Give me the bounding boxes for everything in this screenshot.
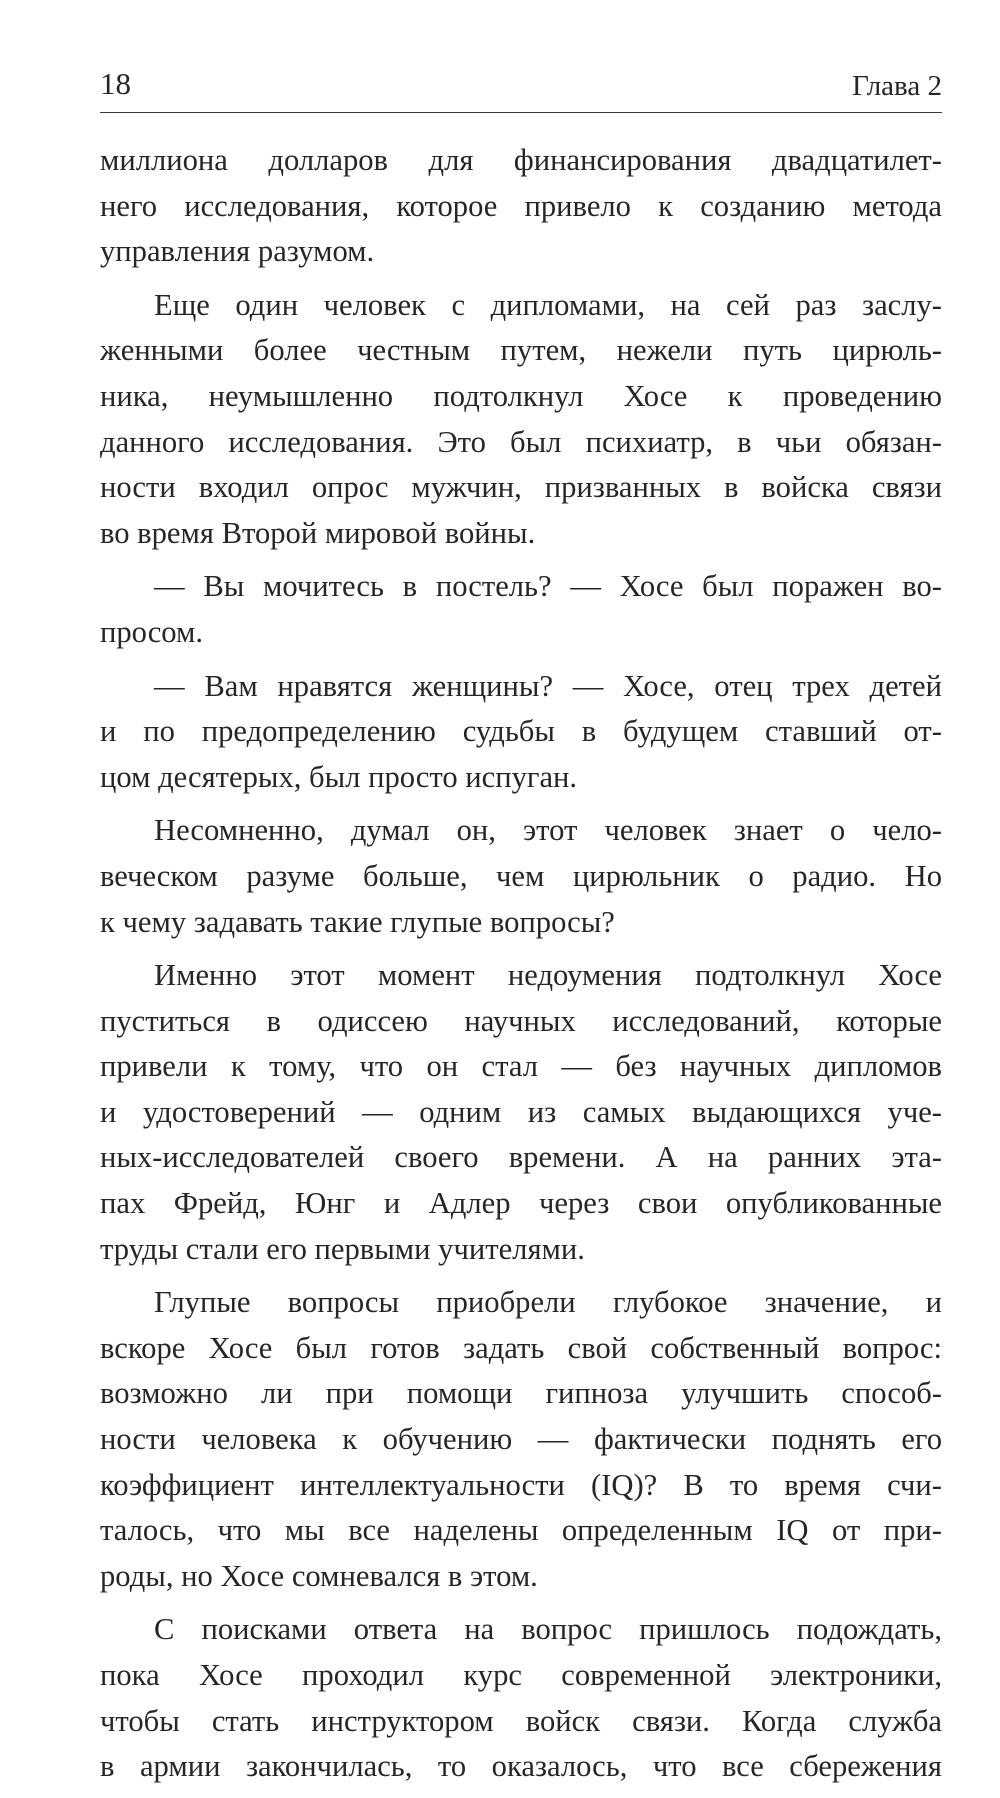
text-line: возможно ли при помощи гипноза улучшить способ-: [100, 1376, 942, 1411]
text-line: вскоре Хосе был готов задать свой собственный вопрос:: [100, 1330, 942, 1365]
text-line: в армии закончилась, то оказалось, что все сбережения: [100, 1749, 942, 1784]
text-line: коэффициент интеллектуальности (IQ)? В то время счи-: [100, 1467, 942, 1502]
running-head: [100, 60, 942, 113]
text-line: цом десятерых, был просто испуган.: [100, 759, 578, 794]
text-line: и удостоверений — одним из самых выдающихся уче-: [100, 1094, 942, 1129]
text-line: чтобы стать инструктором войск связи. Когда служба: [100, 1703, 942, 1738]
text-line: пах Фрейд, Юнг и Адлер через свои опубликованные: [100, 1186, 942, 1221]
text-line: труды стали его первыми учителями.: [100, 1231, 585, 1266]
text-line: — Вам нравятся женщины? — Хосе, отец трех детей: [154, 668, 942, 703]
text-line: С поисками ответа на вопрос пришлось подождать,: [154, 1612, 942, 1647]
text-line: данного исследования. Это был психиатр, в чьи обязан-: [100, 424, 942, 459]
text-line: миллиона долларов для финансирования двадцатилет-: [100, 143, 942, 177]
text-line: — Вы мочитесь в постель? — Хосе был поражен во-: [154, 569, 942, 604]
text-line: ности человека к обучению — фактически поднять его: [100, 1422, 942, 1457]
text-line: ных-исследователей своего времени. А на ранних эта-: [100, 1140, 942, 1175]
paragraph: [100, 953, 942, 1272]
text-line: роды, но Хосе сомневался в этом.: [100, 1558, 538, 1593]
text-line: во время Второй мировой войны.: [100, 515, 536, 550]
text-line: женными более честным путем, нежели путь цирюль-: [100, 333, 942, 368]
paragraph: [100, 1607, 942, 1789]
paragraph: [100, 283, 942, 557]
paragraph: [100, 664, 942, 801]
text-line: управления разумом.: [100, 234, 375, 269]
book-page: [100, 60, 942, 1798]
text-line: пока Хосе проходил курс современной электроники,: [100, 1658, 942, 1692]
text-line: Глупые вопросы приобрели глубокое значение, и: [154, 1285, 942, 1320]
text-line: привели к тому, что он стал — без научных дипломов: [100, 1049, 942, 1084]
text-line: Именно этот момент недоумения подтолкнул Хосе: [154, 958, 942, 993]
paragraph: [100, 1280, 942, 1599]
text-line: веческом разуме больше, чем цирюльник о радио. Но: [100, 858, 942, 893]
text-line: к чему задавать такие глупые вопросы?: [100, 904, 615, 939]
body-text: [100, 138, 942, 1790]
text-line: пуститься в одиссею научных исследований, которые: [100, 1003, 942, 1038]
text-line: просом.: [100, 614, 204, 649]
text-line: него исследования, которое привело к созданию метода: [100, 188, 942, 223]
text-line: и по предопределению судьбы в будущем ставший от-: [100, 714, 942, 749]
text-line: ности входил опрос мужчин, призванных в войска связи: [100, 470, 942, 505]
paragraph: [100, 564, 942, 655]
text-line: Несомненно, думал он, этот человек знает о чело-: [154, 813, 942, 848]
page-number: 18: [100, 66, 131, 101]
paragraph: [100, 138, 942, 275]
text-line: талось, что мы все наделены определенным IQ от при-: [100, 1513, 942, 1548]
chapter-title: Глава 2: [852, 70, 942, 102]
paragraph: [100, 808, 942, 945]
text-line: Еще один человек с дипломами, на сей раз заслу-: [154, 287, 942, 322]
text-line: ника, неумышленно подтолкнул Хосе к проведению: [100, 378, 942, 413]
